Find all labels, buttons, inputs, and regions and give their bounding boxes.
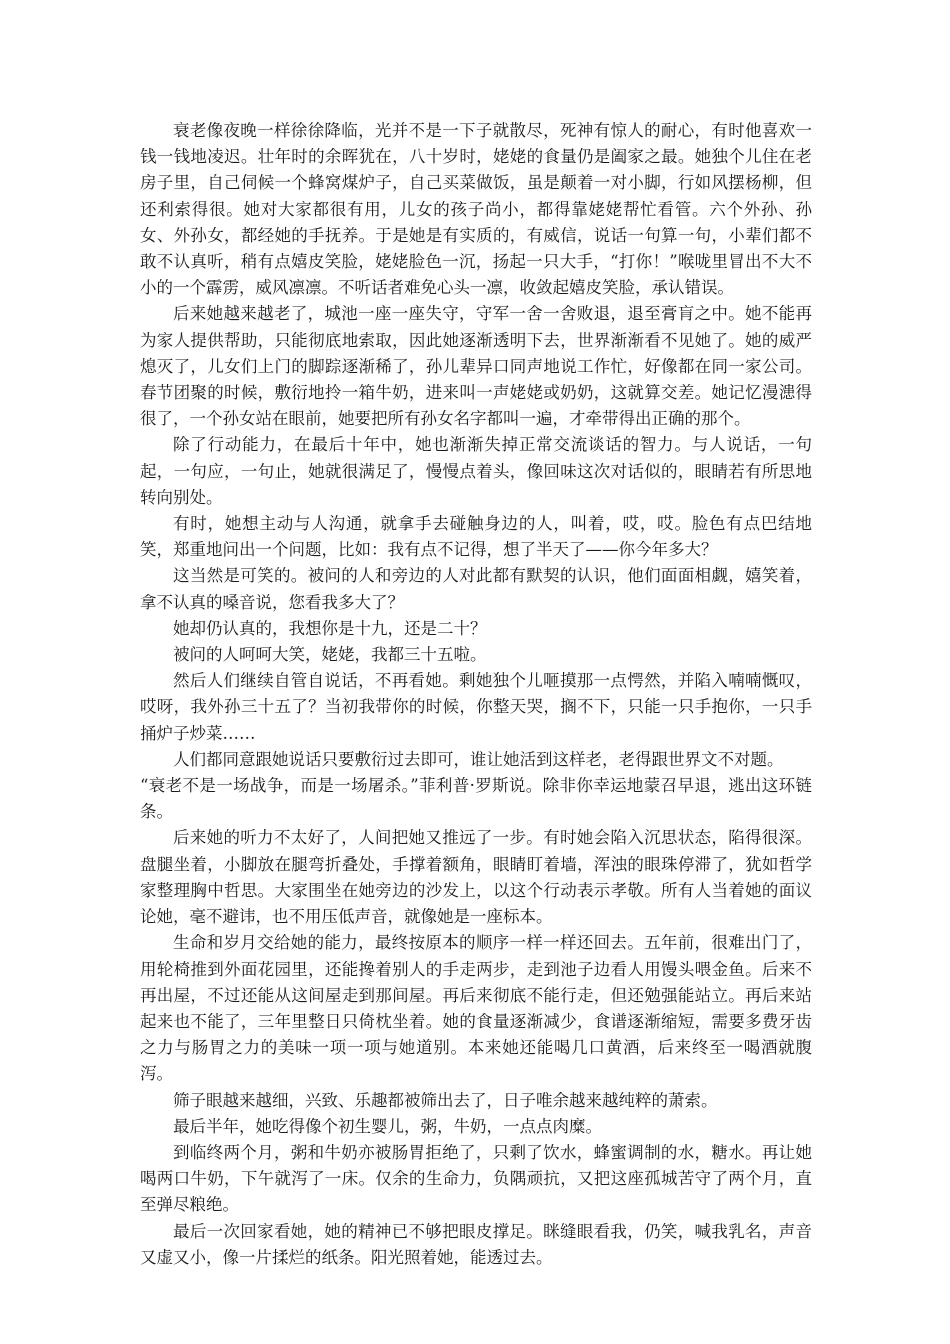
paragraph-6: 她却仍认真的，我想你是十九，还是二十？: [173, 618, 487, 638]
paragraph-10: 后来她的听力不太好了，人间把她又推远了一步。有时她会陷入沉思状态，陷得很深。盘腿坐着，小脚放在腿弯折叠处，手撑着额角，眼睛盯着墙，浑浊的眼珠停滞了，犹如哲学家整理胸中哲思。大家围坐在她旁边的沙发上，以这个行动表示孝敬。所有人当着她的面议论她，毫不避讳，也不用压低声音，就像她是一座标本。: [140, 828, 812, 927]
paragraph-4: 有时，她想主动与人沟通，就拿手去碰触身边的人，叫着，哎，哎。脸色有点巴结地笑，郑重地问出一个问题，比如：我有点不记得，想了半天了——你今年多大？: [140, 514, 812, 560]
paragraph-13: 最后半年，她吃得像个初生婴儿，粥，牛奶，一点点肉糜。: [173, 1116, 602, 1136]
paragraph-8: 然后人们继续自管自说话，不再看她。剩她独个儿咂摸那一点愕然，并陷入喃喃慨叹，哎呀，我外孙三十五了？当初我带你的时候，你整天哭，搁不下，只能一只手抱你，一只手捅炉子炒菜……: [140, 671, 812, 743]
paragraph-11: 生命和岁月交给她的能力，最终按原本的顺序一样一样还回去。五年前，很难出门了，用轮椅推到外面花园里，还能搀着别人的手走两步，走到池子边看人用馒头喂金鱼。后来不再出屋，不过还能从这间屋走到那间屋。再后来彻底不能行走，但还勉强能站立。再后来站起来也不能了，三年里整日只倚枕坐着。她的食量逐渐减少，食谱逐渐缩短，需要多费牙齿之力与肠胃之力的美味一项一项与她道别。本来她还能喝几口黄酒，后来终至一喝酒就腹泻。: [140, 933, 812, 1084]
paragraph-12: 筛子眼越来越细，兴致、乐趣都被筛出去了，日子唯余越来越纯粹的萧索。: [173, 1090, 718, 1110]
paragraph-3: 除了行动能力，在最后十年中，她也渐渐失掉正常交流谈话的智力。与人说话，一句起，一句应，一句止，她就很满足了，慢慢点着头，像回味这次对话似的，眼睛若有所思地转向别处。: [140, 435, 812, 507]
paragraph-7: 被问的人呵呵大笑，姥姥，我都三十五啦。: [173, 645, 487, 665]
paragraph-5: 这当然是可笑的。被问的人和旁边的人对此都有默契的认识，他们面面相觑，嬉笑着，拿不认真的嗓音说，您看我多大了？: [140, 566, 812, 612]
paragraph-1: 衰老像夜晚一样徐徐降临，光并不是一下子就散尽，死神有惊人的耐心，有时他喜欢一钱一钱地凌迟。壮年时的余晖犹在，八十岁时，姥姥的食量仍是阖家之最。她独个儿住在老房子里，自己伺候一个蜂窝煤炉子，自己买菜做饭，虽是颠着一对小脚，行如风摆杨柳，但还利索得很。她对大家都很有用，儿女的孩子尚小，都得靠姥姥帮忙看管。六个外孙、孙女、外孙女，都经她的手抚养。于是她是有实质的，有威信，说话一句算一句，小辈们都不敢不认真听，稍有点嬉皮笑脸，姥姥脸色一沉，扬起一只大手，“打你！”喉咙里冒出不大不小的一个霹雳，威风凛凛。不听话者难免心头一凛，收敛起嬉皮笑脸，承认错误。: [140, 121, 812, 298]
paragraph-2: 后来她越来越老了，城池一座一座失守，守军一舍一舍败退，退至膏肓之中。她不能再为家人提供帮助，只能彻底地索取，因此她逐渐透明下去，世界渐渐看不见她了。她的威严熄灭了，儿女们上门的脚踪逐渐稀了，孙儿辈异口同声地说工作忙，好像都在同一家公司。春节团聚的时候，敷衍地拎一箱牛奶，进来叫一声姥姥或奶奶，这就算交差。她记忆漫漶得很了，一个孙女站在眼前，她要把所有孙女名字都叫一遍，才牵带得出正确的那个。: [140, 304, 812, 429]
paragraph-14: 到临终两个月，粥和牛奶亦被肠胃拒绝了，只剩了饮水，蜂蜜调制的水，糖水。再让她喝两口牛奶，下午就泻了一床。仅余的生命力，负隅顽抗，又把这座孤城苦守了两个月，直至弹尽粮绝。: [140, 1142, 812, 1215]
paragraph-9: 人们都同意跟她说话只要敷衍过去即可，谁让她活到这样老，老得跟世界文不对题。: [173, 749, 784, 769]
quote-paragraph: “衰老不是一场战争，而是一场屠杀。”菲利普·罗斯说。除非你幸运地蒙召早退，逃出这环链条。: [140, 776, 812, 822]
paragraph-15: 最后一次回家看她，她的精神已不够把眼皮撑足。眯缝眼看我，仍笑，喊我乳名，声音又虚又小，像一片揉烂的纸条。阳光照着她，能透过去。: [140, 1221, 812, 1267]
document-body: [140, 118, 812, 1271]
